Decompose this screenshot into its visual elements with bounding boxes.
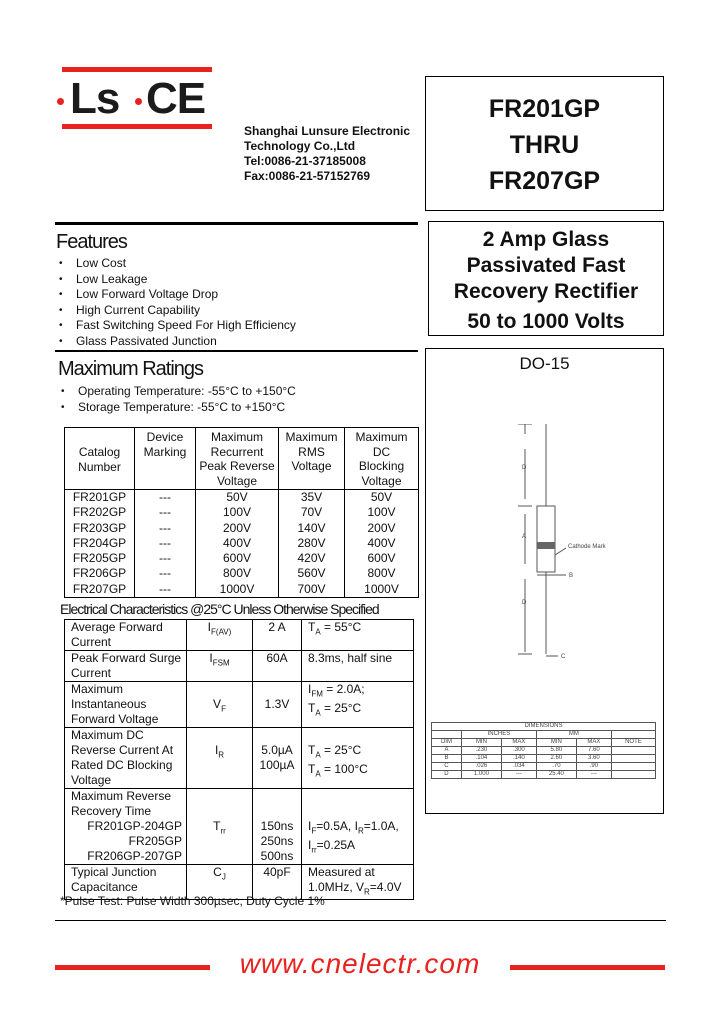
dim-cell — [611, 747, 655, 755]
dim-cell: .300 — [501, 747, 536, 755]
cell-symbol — [187, 620, 253, 651]
table-row — [65, 789, 414, 865]
cell-parameter — [65, 789, 187, 865]
value-lines — [253, 697, 301, 712]
company-name-line1: Shanghai Lunsure Electronic — [244, 124, 411, 138]
cell-vrrm: 50V — [196, 490, 279, 506]
table-row — [65, 551, 419, 566]
condition-lines — [308, 682, 413, 721]
cell-vrrm: 800V — [196, 566, 279, 581]
logo-dot-left — [57, 98, 64, 105]
subscript: F — [311, 826, 317, 836]
electrical-table — [64, 619, 414, 900]
symbol-sub: R — [218, 750, 225, 760]
cell-parameter — [65, 651, 187, 682]
dim-cell: --- — [501, 771, 536, 779]
logo-letters-right: CE — [146, 74, 206, 123]
subscript: A — [315, 769, 321, 779]
dim-cell: 1.000 — [461, 771, 501, 779]
header-line: Voltage — [291, 459, 332, 473]
header-line: Number — [78, 459, 121, 474]
dim-cell: .230 — [461, 747, 501, 755]
cell-marking: --- — [135, 566, 196, 581]
cell-line: 2 A — [268, 620, 286, 634]
cell-vrrm: 1000V — [196, 582, 279, 598]
dim-header: NOTE — [611, 739, 655, 747]
cell-vrms: 70V — [279, 505, 345, 520]
table-row — [432, 771, 656, 779]
table-row — [432, 755, 656, 763]
header-line: Maximum — [285, 430, 338, 444]
cell-catalog: FR202GP — [65, 505, 135, 520]
cell-vdc: 800V — [345, 566, 419, 581]
cell-line: 1.3V — [264, 697, 290, 711]
dim-cell: A — [432, 747, 462, 755]
cell-line: Current — [71, 635, 112, 649]
symbol-text — [187, 651, 252, 670]
table-row — [432, 763, 656, 771]
cell-catalog: FR203GP — [65, 521, 135, 536]
part-number-last: FR207GP — [488, 167, 601, 195]
table-row — [65, 505, 419, 520]
cell-vrrm: 200V — [196, 521, 279, 536]
cell-vrms: 140V — [279, 521, 345, 536]
dim-title: DIMENSIONS — [432, 723, 656, 731]
table-row — [65, 566, 419, 581]
divider-ratings-top — [55, 350, 418, 352]
website-link[interactable]: www.cnelectr.com — [239, 948, 481, 979]
symbol-text — [187, 697, 252, 716]
dim-header: MIN — [461, 739, 501, 747]
condition-lines — [308, 819, 413, 858]
cell-marking: --- — [135, 582, 196, 598]
cell-vrms: 560V — [279, 566, 345, 581]
dim-cell: .70 — [536, 763, 576, 771]
subscript: FM — [311, 689, 323, 699]
table-row — [65, 682, 414, 728]
cell-line: 40pF — [263, 865, 291, 879]
description-line2: Passivated Fast — [466, 254, 626, 277]
logo-bar-top — [62, 67, 212, 72]
cell-line: $I_{rr}=0.25A$ — [308, 838, 356, 855]
dim-cell: 2.60 — [536, 755, 576, 763]
cell-line: Measured at — [308, 865, 375, 879]
table-row — [65, 651, 414, 682]
description-box — [428, 221, 664, 336]
divider-features-top — [55, 222, 418, 225]
cell-line: 8.3ms, half sine — [308, 651, 393, 665]
cell-line: $I_{FM} = 2.0A$; — [308, 682, 365, 699]
dimensions-table — [431, 722, 656, 779]
cell-line: Reverse Current At — [71, 743, 174, 757]
cell-line: Forward Voltage — [71, 712, 159, 726]
cell-value — [253, 620, 302, 651]
package-dim-labels — [522, 465, 607, 660]
cell-marking: --- — [135, 521, 196, 536]
table-row — [432, 747, 656, 755]
cell-line: FR201GP-204GP — [87, 819, 182, 833]
dim-cell: 3.60 — [576, 755, 611, 763]
dim-cell: D — [432, 771, 462, 779]
company-name-line2: Technology Co.,Ltd — [244, 139, 356, 153]
dim-cell: .026 — [461, 763, 501, 771]
label-cathode-mark: Cathode Mark — [568, 544, 606, 550]
cell-line: $T_A = 25^\circ C$ — [308, 743, 362, 760]
dim-group-mm: MM — [536, 731, 611, 739]
dim-cell: .140 — [501, 755, 536, 763]
cell-line: $I_F=0.5A$, $I_R=1.0A$, — [308, 819, 399, 836]
rating-item: • Storage Temperature: -55°C to +150°C — [61, 400, 296, 416]
cell-condition — [302, 728, 414, 789]
cell-catalog: FR206GP — [65, 566, 135, 581]
symbol-sub: J — [221, 872, 226, 882]
description-line1: 2 Amp Glass — [482, 228, 610, 251]
dim-header: MAX — [576, 739, 611, 747]
header-line: Voltage — [216, 473, 258, 488]
cell-line: Instantaneous — [71, 697, 147, 711]
dim-cell: --- — [576, 771, 611, 779]
cell-value — [253, 728, 302, 789]
cell-vrms: 35V — [279, 490, 345, 506]
value-lines — [253, 743, 301, 773]
cell-vrms: 420V — [279, 551, 345, 566]
feature-item: • Low Forward Voltage Drop — [59, 287, 296, 303]
cell-line: Maximum Reverse — [71, 789, 172, 803]
footer-divider — [55, 920, 666, 921]
table-row — [65, 620, 414, 651]
feature-item: • Low Cost — [59, 256, 296, 272]
pulse-test-note: *Pulse Test: Pulse Width 300µsec, Duty Cycle 1% — [60, 894, 325, 908]
cell-line: $T_A = 25^\circ C$ — [308, 701, 362, 718]
features-list — [59, 256, 296, 350]
header-line: Device — [146, 430, 184, 444]
cell-vdc: 1000V — [345, 582, 419, 598]
max-ratings-heading: Maximum Ratings — [58, 358, 204, 380]
dim-cell: 5.80 — [536, 747, 576, 755]
cell-line: 250ns — [260, 834, 294, 848]
header-line: Maximum — [355, 430, 408, 444]
feature-item: • High Current Capability — [59, 303, 296, 319]
cell-marking: --- — [135, 551, 196, 566]
description-line4: 50 to 1000 Volts — [467, 310, 625, 333]
label-c: C — [561, 654, 566, 660]
cell-vrrm: 400V — [196, 536, 279, 551]
table-row — [65, 536, 419, 551]
cell-parameter — [65, 728, 187, 789]
feature-item: • Low Leakage — [59, 272, 296, 288]
dim-spacer — [611, 731, 655, 739]
cell-vdc: 50V — [345, 490, 419, 506]
symbol-main: T — [213, 819, 221, 833]
table-row — [65, 728, 414, 789]
cell-marking: --- — [135, 505, 196, 520]
symbol-main: I — [207, 620, 212, 634]
header-dc-blocking-voltage — [345, 428, 419, 490]
header-line: RMS — [298, 444, 325, 459]
cell-line: 5.0µA — [261, 743, 293, 757]
part-number-first: FR201GP — [488, 95, 601, 123]
header-catalog-number — [65, 428, 135, 490]
table-row — [65, 490, 419, 506]
cell-marking: --- — [135, 490, 196, 506]
dim-cell — [611, 763, 655, 771]
cell-line: Capacitance — [71, 880, 138, 894]
cell-line: Typical Junction — [71, 865, 157, 879]
company-info — [244, 124, 410, 184]
condition-lines — [308, 743, 413, 782]
symbol-text — [187, 819, 252, 838]
cell-symbol — [187, 789, 253, 865]
max-ratings-table — [64, 427, 419, 598]
symbol-sub: FSM — [212, 658, 230, 668]
header-device-marking — [135, 428, 196, 490]
max-ratings-list — [61, 384, 296, 415]
cell-condition — [302, 651, 414, 682]
header-line: Recurrent — [210, 444, 264, 459]
cell-line: $T_A = 55^\circ C$ — [308, 620, 362, 637]
value-lines — [253, 620, 301, 635]
cell-condition — [302, 789, 414, 865]
table-row — [65, 521, 419, 536]
symbol-sub: rr — [220, 826, 226, 836]
dim-header: MIN — [536, 739, 576, 747]
dim-spacer — [432, 731, 462, 739]
cell-parameter — [65, 682, 187, 728]
rating-item: • Operating Temperature: -55°C to +150°C — [61, 384, 296, 400]
cell-symbol — [187, 728, 253, 789]
cell-catalog: FR205GP — [65, 551, 135, 566]
cell-line: 60A — [266, 651, 288, 665]
logo-bar-bottom — [62, 124, 212, 129]
dim-cell: 7.60 — [576, 747, 611, 755]
subscript: R — [364, 887, 370, 897]
label-d-bottom: D — [522, 600, 527, 606]
dim-cell: B — [432, 755, 462, 763]
cell-value — [253, 789, 302, 865]
cell-vdc: 400V — [345, 536, 419, 551]
electrical-heading: Electrical Characteristics @25°C Unless Otherwise Specified — [60, 601, 379, 617]
cell-catalog: FR201GP — [65, 490, 135, 506]
header-line: Peak Reverse — [199, 459, 275, 473]
cell-line: 500ns — [260, 849, 294, 863]
symbol-text — [187, 743, 252, 762]
subscript: A — [315, 627, 321, 637]
subscript: A — [315, 750, 321, 760]
cell-line: Rated DC Blocking — [71, 758, 173, 772]
company-tel: Tel:0086-21-37185008 — [244, 154, 366, 168]
symbol-sub: F — [221, 704, 226, 714]
cell-vdc: 200V — [345, 521, 419, 536]
cell-line: FR206GP-207GP — [87, 849, 182, 863]
dim-cell: .104 — [461, 755, 501, 763]
package-name: DO-15 — [519, 354, 570, 373]
symbol-text — [187, 620, 252, 639]
symbol-main: V — [213, 697, 222, 711]
part-number-thru: THRU — [509, 131, 580, 159]
label-d-top: D — [522, 465, 527, 471]
header-line: Maximum — [210, 430, 263, 444]
cell-marking: --- — [135, 536, 196, 551]
cell-catalog: FR207GP — [65, 582, 135, 598]
table-row — [65, 582, 419, 598]
feature-item: • Glass Passivated Junction — [59, 334, 296, 350]
dim-cell: .90 — [576, 763, 611, 771]
cell-value — [253, 682, 302, 728]
cell-line: 100µA — [259, 758, 295, 772]
symbol-sub: F(AV) — [211, 627, 232, 637]
cell-vrms: 700V — [279, 582, 345, 598]
condition-lines — [308, 620, 413, 639]
symbol-main: I — [209, 651, 213, 665]
cell-vdc: 100V — [345, 505, 419, 520]
cell-vrrm: 100V — [196, 505, 279, 520]
symbol-main: I — [214, 743, 219, 757]
header-line: Catalog — [78, 445, 121, 459]
description-line3: Recovery Rectifier — [453, 280, 639, 303]
subscript: rr — [311, 845, 317, 855]
cell-symbol — [187, 682, 253, 728]
label-a: A — [522, 534, 527, 540]
cell-symbol — [187, 651, 253, 682]
value-lines — [253, 819, 301, 864]
company-fax: Fax:0086-21-57152769 — [244, 169, 371, 183]
header-rms-voltage — [279, 428, 345, 490]
logo-letters-left: Ls — [70, 74, 120, 123]
label-b: B — [569, 573, 574, 579]
features-heading: Features — [56, 231, 127, 253]
dim-header: MAX — [501, 739, 536, 747]
cell-vrrm: 600V — [196, 551, 279, 566]
part-number-box — [425, 76, 664, 211]
value-lines — [253, 651, 301, 666]
cell-parameter — [65, 620, 187, 651]
header-line: Marking — [143, 444, 187, 459]
cell-line: Recovery Time — [71, 804, 152, 818]
dim-cell — [611, 755, 655, 763]
cell-line: Average Forward — [71, 620, 163, 634]
cell-line: Voltage — [71, 773, 112, 787]
condition-lines — [308, 651, 413, 666]
logo-dot-middle — [135, 98, 142, 105]
cell-vdc: 600V — [345, 551, 419, 566]
header-peak-reverse-voltage — [196, 428, 279, 490]
cell-line: Maximum DC — [71, 728, 144, 742]
feature-item: • Fast Switching Speed For High Efficiency — [59, 318, 296, 334]
dim-cell — [611, 771, 655, 779]
cell-catalog: FR204GP — [65, 536, 135, 551]
subscript: A — [315, 708, 321, 718]
dim-cell: 25.40 — [536, 771, 576, 779]
cell-line: Maximum — [71, 682, 124, 696]
cell-condition — [302, 620, 414, 651]
header-line: Voltage — [361, 473, 402, 488]
header-line: DC — [372, 444, 391, 459]
symbol-text — [187, 865, 252, 884]
subscript: R — [357, 826, 364, 836]
dim-group-inches: INCHES — [461, 731, 536, 739]
cell-line: 1.0MHz, $V_R=4.0V$ — [308, 880, 402, 897]
dim-cell: C — [432, 763, 462, 771]
cell-line: Current — [71, 666, 112, 680]
dim-cell: .034 — [501, 763, 536, 771]
package-outline-drawing — [426, 424, 663, 724]
cell-line: FR205GP — [128, 834, 182, 848]
value-lines — [253, 865, 301, 880]
cell-line: Peak Forward Surge — [71, 651, 182, 665]
header-line: Blocking — [358, 459, 405, 473]
cell-value — [253, 651, 302, 682]
symbol-main: C — [213, 865, 222, 879]
cell-line: $T_A = 100^\circ C$ — [308, 762, 368, 779]
cell-condition — [302, 682, 414, 728]
cell-vrms: 280V — [279, 536, 345, 551]
dim-header: DIM — [432, 739, 462, 747]
cell-line: 150ns — [260, 819, 294, 833]
